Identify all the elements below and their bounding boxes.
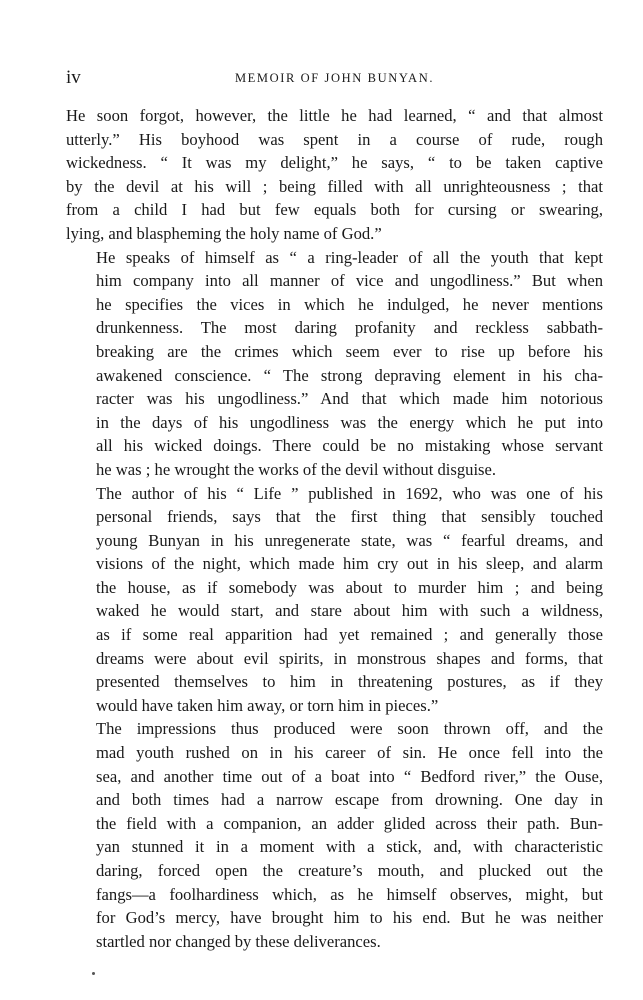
- text-line: startled nor changed by these deliverances.: [96, 931, 381, 951]
- text-line: presented themselves to him in threatening postures, as if they: [96, 672, 603, 692]
- body-text: [66, 104, 603, 953]
- text-line: He soon forgot, however, the little he had learned, “ and that almost: [66, 106, 603, 125]
- text-line: wickedness. “ It was my delight,” he says, “ to be taken captive: [66, 153, 603, 173]
- text-line: for God’s mercy, have brought him to his end. But he was neither: [96, 908, 603, 928]
- paragraph: [66, 246, 603, 482]
- text-line: the field with a companion, an adder glided across their path. Bun-: [96, 813, 603, 833]
- text-line: utterly.” His boyhood was spent in a course of rude, rough: [66, 129, 603, 149]
- text-line: daring, forced open the creature’s mouth, and plucked out the: [96, 861, 603, 880]
- text-line: by the devil at his will ; being filled with all unrighteousness ; that: [66, 176, 603, 196]
- text-line: He speaks of himself as “ a ring-leader of all the youth that kept: [96, 247, 603, 267]
- text-line: breaking are the crimes which seem ever to rise up before his: [96, 341, 603, 361]
- text-line: dreams were about evil spirits, in monstrous shapes and forms, that: [96, 648, 603, 668]
- text-line: all his wicked doings. There could be no mistaking whose servant: [96, 436, 603, 456]
- text-line: sea, and another time out of a boat into “ Bedford river,” the Ouse,: [96, 766, 603, 786]
- paragraph: [66, 717, 603, 953]
- text-line: in the days of his ungodliness was the energy which he put into: [96, 412, 603, 432]
- page-number: iv: [66, 67, 81, 88]
- running-title: MEMOIR OF JOHN BUNYAN.: [234, 71, 435, 85]
- page-header: [66, 66, 603, 90]
- text-line: visions of the night, which made him cry out in his sleep, and alarm: [96, 554, 603, 574]
- text-line: and both times had a narrow escape from drowning. One day in: [96, 790, 603, 810]
- text-line: mad youth rushed on in his career of sin. He once fell into the: [96, 743, 603, 763]
- text-line: racter was his ungodliness.” And that which made him notorious: [96, 389, 603, 409]
- text-line: The impressions thus produced were soon thrown off, and the: [96, 719, 603, 739]
- text-line: he specifies the vices in which he indulged, he never mentions: [96, 294, 603, 314]
- paragraph: [66, 482, 603, 718]
- text-line: fangs—a foolhardiness which, as he himself observes, might, but: [96, 884, 603, 904]
- text-line: from a child I had but few equals both for cursing or swearing,: [66, 200, 603, 220]
- text-line: yan stunned it in a moment with a stick, and, with characteristic: [96, 837, 603, 857]
- text-line: awakened conscience. “ The strong depraving element in his cha-: [96, 365, 603, 385]
- printer-mark: [92, 972, 95, 975]
- text-line: the house, as if somebody was about to murder him ; and being: [96, 577, 603, 597]
- text-line: The author of his “ Life ” published in 1692, who was one of his: [96, 483, 603, 503]
- text-line: drunkenness. The most daring profanity and reckless sabbath-: [96, 318, 603, 338]
- paragraph: [66, 104, 603, 246]
- text-line: lying, and blaspheming the holy name of God.”: [66, 223, 382, 243]
- text-line: young Bunyan in his unregenerate state, was “ fearful dreams, and: [96, 530, 603, 550]
- text-line: would have taken him away, or torn him in pieces.”: [96, 695, 439, 715]
- text-line: he was ; he wrought the works of the devil without disguise.: [96, 459, 497, 479]
- text-line: as if some real apparition had yet remained ; and generally those: [96, 625, 603, 645]
- text-line: personal friends, says that the first thing that sensibly touched: [96, 507, 603, 527]
- text-line: him company into all manner of vice and ungodliness.” But when: [96, 271, 603, 291]
- text-line: waked he would start, and stare about him with such a wildness,: [96, 601, 603, 621]
